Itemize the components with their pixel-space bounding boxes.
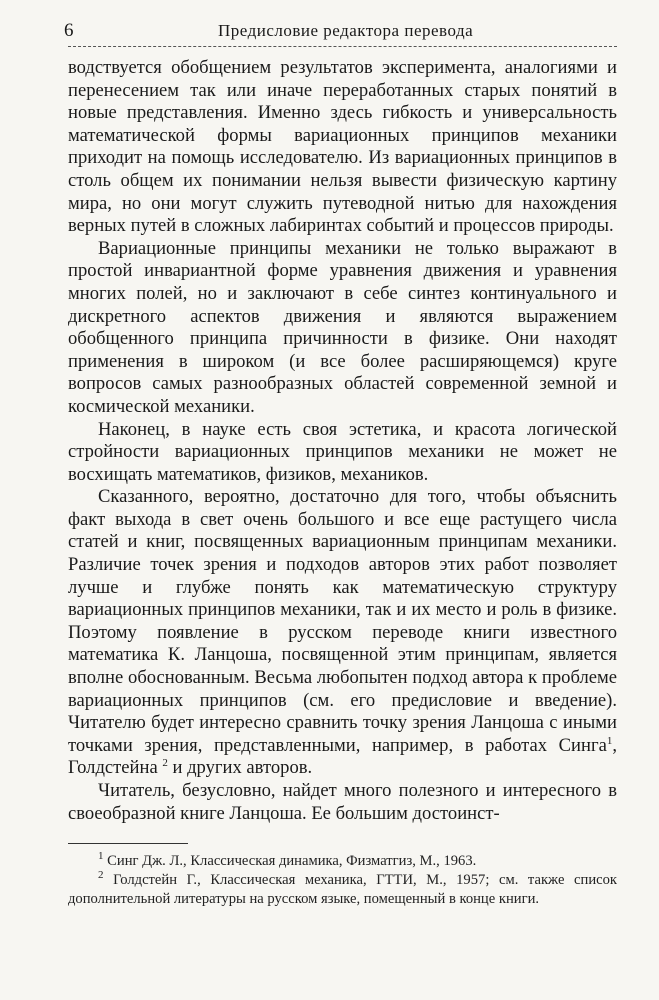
paragraph-1: водствуется обобщением результатов эксперимента, аналогиями и перенесением так или иначе переработанных старых понятий в новые представления. Именно здесь гибкость и универсальность математической формы вариационных принципов механики приходит на помощь исследователю. Из вариационных принципов в столь общем их понимании нельзя вывести физическую картину мира, но они могут служить путеводной нитью для нахождения верных путей в сложных лабиринтах событий и процессов природы. (68, 57, 617, 237)
page-number: 6 (64, 20, 74, 41)
paragraph-2: Вариационные принципы механики не только выражают в простой инвариантной форме уравнения движения и уравнения многих полей, но и заключают в себе синтез континуального и дискретного аспектов движения и являются выражением обобщенного принципа причинности в физике. Они находят применения в широком (и все более расширяющемся) круге вопросов самых разнообразных областей современной земной и космической механики. (68, 237, 617, 417)
paragraph-4 (68, 486, 617, 780)
footnote-1 (68, 852, 617, 871)
footnote-mark-1: 1 (98, 850, 104, 863)
footnote-mark-2: 2 (98, 869, 104, 882)
paragraph-4-end: и других авторов. (167, 757, 313, 779)
page-header (64, 18, 617, 47)
footnote-2 (68, 871, 617, 909)
paragraph-3: Наконец, в науке есть своя эстетика, и красота логической стройности вариационных принципов механики не может не восхищать математиков, физиков, механиков. (68, 418, 617, 485)
footnote-ref-1[interactable]: 1 (606, 734, 613, 747)
paragraph-4-mid: , Голдстейна (68, 734, 617, 779)
footnote-divider (68, 843, 188, 844)
footnote-1-text: Синг Дж. Л., Классическая динамика, Физматгиз, М., 1963. (107, 853, 477, 870)
running-title: Предисловие редактора перевода (218, 21, 474, 40)
paragraph-5: Читатель, безусловно, найдет много полезного и интересного в своеобразной книге Ланцоша. Ее большим достоинст- (68, 780, 617, 824)
paragraph-4-text: Сказанного, вероятно, достаточно для того, чтобы объяснить факт выхода в свет очень большого и все еще растущего числа статей и книг, посвященных вариационным принципам механики. Различие точек зрения и подходов авторов этих работ позволяет лучше и глубже понять как математическую структуру вариационных принципов механики, так и их место и роль в физике. Поэтому появление в русском переводе книги известного математика К. Ланцоша, посвященной этим принципам, является вполне обоснованным. Весьма любопытен подход автора к проблеме вариационных принципов (см. его предисловие и введение). Читателю будет интересно сравнить точку зрения Ланцоша с иными точками зрения, представленными, например, в работах Синга (68, 486, 617, 756)
footnote-ref-2[interactable]: 2 (162, 757, 168, 770)
footnote-2-text: Голдстейн Г., Классическая механика, ГТТИ, М., 1957; см. также список дополнительной литературы на русском языке, помещенный в конце книги. (68, 872, 617, 908)
